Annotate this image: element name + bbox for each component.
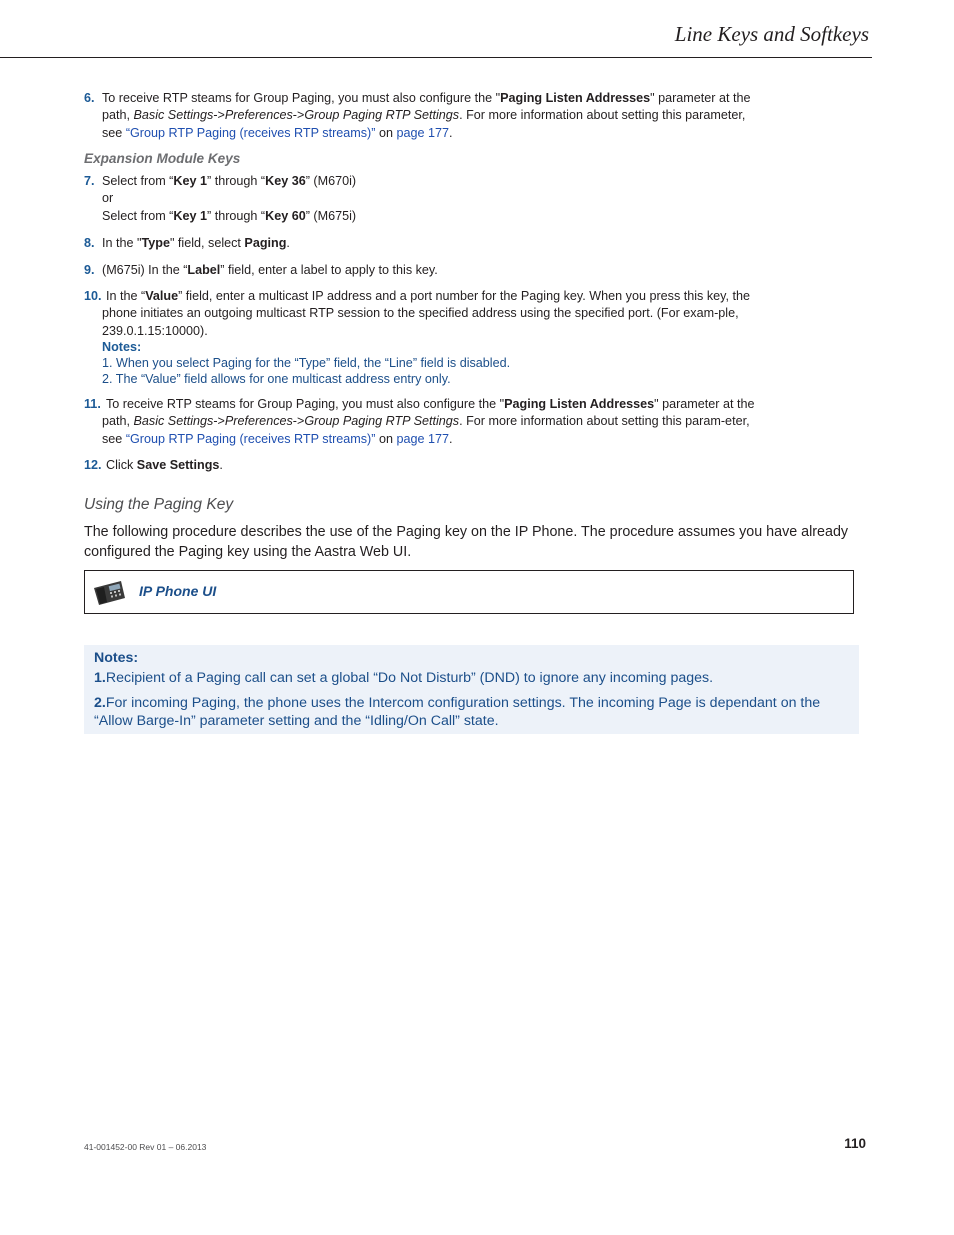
ip-phone-ui-label: IP Phone UI bbox=[139, 583, 217, 599]
step-7: 7. Select from “Key 1” through “Key 36” (M670i) or Select from “Key 1” through “Key 60” (M675i) bbox=[84, 174, 357, 223]
step-10-notes-label: Notes: bbox=[102, 340, 142, 355]
desk-phone-icon bbox=[91, 578, 127, 606]
group-rtp-paging-link[interactable]: “Group RTP Paging (receives RTP streams)” bbox=[125, 125, 376, 140]
header-rule bbox=[0, 57, 872, 58]
step-number: 12. bbox=[84, 458, 102, 472]
step-12: 12. Click Save Settings. bbox=[84, 457, 764, 474]
footer-page-number: 110 bbox=[844, 1136, 866, 1151]
step-6: 6. To receive RTP steams for Group Paging, you must also configure the "Paging Listen Addresses" parameter at the path, Basic Settings->Preferences->Group Paging RTP Settings. For more information about setting this parameter, see “Group RTP Paging (receives RTP streams)” on page 177. bbox=[84, 91, 751, 140]
using-paging-key-heading: Using the Paging Key bbox=[84, 496, 234, 513]
step-number: 8. bbox=[84, 236, 95, 250]
step-11: 11. To receive RTP steams for Group Paging, you must also configure the "Paging Listen Addresses" parameter at the path, Basic Settings->Preferences->Group Paging RTP Settings. For more information about setting this param-eter, see “Group RTP Paging (receives RTP streams)” on page 177. bbox=[84, 397, 755, 446]
ip-phone-ui-box bbox=[84, 570, 854, 614]
step-10: 10. In the “Value” field, enter a multicast IP address and a port number for the Paging key. When you press this key, the phone initiates an outgoing multicast RTP session to the specified address using the specified port. (For exam-ple, 239.0.1.15:10000). Notes: 1. When you select Paging for the “Type” field, the “Line” field is disabled. 2. The “Value” field allows for one multicast address entry only. bbox=[84, 288, 764, 387]
notes-box bbox=[84, 645, 859, 734]
step-10-note-2: 2. The “Value” field allows for one multicast address entry only. bbox=[102, 372, 451, 387]
notes-box-item-2: 2.For incoming Paging, the phone uses the Intercom configuration settings. The incoming Page is dependant on the “Allow Barge-In” parameter setting and the “Idling/On Call” state. bbox=[94, 694, 821, 730]
step-number: 6. bbox=[84, 91, 95, 105]
step-8: 8. In the "Type" field, select Paging. bbox=[84, 235, 764, 252]
step-number: 7. bbox=[84, 174, 95, 188]
notes-box-title: Notes: bbox=[94, 650, 139, 666]
notes-box-item-1: 1.Recipient of a Paging call can set a global “Do Not Disturb” (DND) to ignore any incoming pages. bbox=[94, 670, 714, 687]
footer-doc-id: 41-001452-00 Rev 01 – 06.2013 bbox=[84, 1142, 207, 1152]
group-rtp-paging-link[interactable]: “Group RTP Paging (receives RTP streams)” bbox=[125, 431, 376, 446]
step-number: 10. bbox=[84, 289, 102, 303]
procedure-paragraph: The following procedure describes the use of the Paging key on the IP Phone. The procedure assumes you have already configured the Paging key using the Aastra Web UI. bbox=[84, 524, 849, 560]
step-number: 9. bbox=[84, 263, 95, 277]
step-9: 9. (M675i) In the “Label” field, enter a label to apply to this key. bbox=[84, 262, 764, 279]
expansion-module-keys-heading: Expansion Module Keys bbox=[84, 151, 241, 166]
step-10-note-1: 1. When you select Paging for the “Type” field, the “Line” field is disabled. bbox=[102, 356, 511, 371]
step-number: 11. bbox=[84, 397, 101, 411]
page-177-link[interactable]: page 177 bbox=[396, 125, 449, 140]
page-177-link[interactable]: page 177 bbox=[396, 431, 449, 446]
page-header-title: Line Keys and Softkeys bbox=[674, 22, 869, 46]
